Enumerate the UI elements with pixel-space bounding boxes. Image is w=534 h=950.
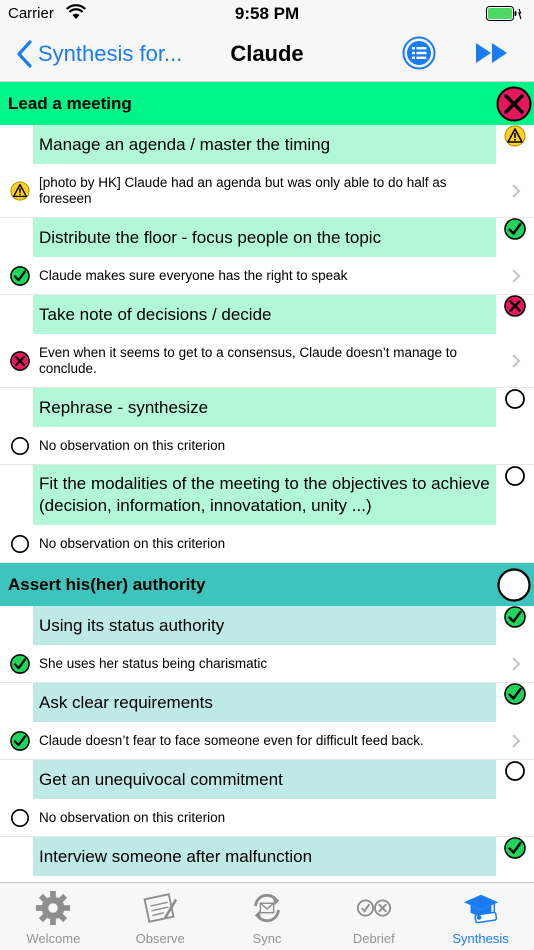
check-icon — [504, 606, 526, 628]
battery-icon — [486, 6, 522, 22]
sync-icon — [247, 889, 287, 927]
criterion-label: Get an unequivocal commitment — [39, 769, 283, 789]
criterion-label: Using its status authority — [39, 615, 225, 635]
list-circle-icon[interactable] — [402, 36, 436, 70]
observation-text: [photo by HK] Claude had an agenda but was only able to do half as foreseen — [39, 175, 447, 206]
tab-label: Welcome — [26, 931, 81, 946]
observation-row[interactable] — [0, 723, 534, 760]
tab-welcome[interactable] — [0, 883, 107, 950]
carrier-label: Carrier — [8, 5, 54, 22]
empty-circle-icon — [504, 760, 526, 782]
criterion-label: Rephrase - synthesize — [39, 397, 209, 417]
chevron-right-icon — [511, 353, 521, 369]
empty-circle-icon — [496, 567, 532, 603]
back-button[interactable] — [14, 38, 182, 70]
chevron-right-icon — [511, 656, 521, 672]
nav-bar — [0, 28, 534, 82]
gear-icon — [33, 889, 73, 927]
section-title: Assert his(her) authority — [8, 574, 206, 594]
chevron-right-icon — [511, 183, 521, 199]
criterion-row[interactable] — [0, 218, 534, 258]
check-icon — [504, 837, 526, 859]
back-button-label: Synthesis for... — [38, 41, 183, 66]
observation-row[interactable] — [0, 800, 534, 837]
check-icon — [504, 683, 526, 705]
fast-forward-icon[interactable] — [475, 40, 509, 66]
status-bar — [0, 0, 534, 28]
check-icon — [10, 731, 30, 751]
tab-synthesis[interactable] — [427, 883, 534, 950]
criterion-label: Fit the modalities of the meeting to the objectives to achieve (decision, information, innovatation, unity ...) — [39, 474, 490, 515]
tab-debrief[interactable] — [320, 883, 427, 950]
fail-icon — [10, 351, 30, 371]
empty-circle-icon — [504, 388, 526, 410]
section-header[interactable] — [0, 563, 534, 606]
tab-label: Sync — [252, 931, 282, 946]
clock: 9:58 PM — [234, 4, 300, 23]
criterion-row[interactable] — [0, 465, 534, 526]
chevron-right-icon — [511, 733, 521, 749]
warning-icon — [10, 181, 30, 201]
observation-text: No observation on this criterion — [39, 536, 226, 551]
tab-label: Debrief — [352, 931, 395, 946]
empty-circle-icon — [504, 465, 526, 487]
criterion-row[interactable] — [0, 760, 534, 800]
synthesis-list[interactable] — [0, 82, 534, 882]
criterion-label: Distribute the floor - focus people on the topic — [39, 227, 382, 247]
fail-icon — [496, 86, 532, 122]
check-icon — [10, 654, 30, 674]
empty-circle-icon — [10, 436, 30, 456]
notepad-icon — [140, 889, 180, 927]
tab-sync[interactable] — [214, 883, 321, 950]
page-title: Claude — [230, 41, 304, 66]
empty-circle-icon — [10, 808, 30, 828]
observation-row[interactable] — [0, 165, 534, 218]
check-icon — [504, 218, 526, 240]
criterion-row[interactable] — [0, 125, 534, 165]
criterion-row[interactable] — [0, 295, 534, 335]
chevron-left-icon — [14, 38, 36, 70]
criterion-label: Ask clear requirements — [39, 692, 213, 712]
observation-row[interactable] — [0, 526, 534, 563]
observation-text: Claude doesn’t fear to face someone even for difficult feed back. — [39, 733, 424, 748]
check-circles-icon — [352, 889, 396, 927]
observation-text: Claude makes sure everyone has the right to speak — [39, 268, 348, 283]
criterion-row[interactable] — [0, 606, 534, 646]
observation-row[interactable] — [0, 646, 534, 683]
criterion-label: Interview someone after malfunction — [39, 846, 313, 866]
tab-label: Synthesis — [452, 931, 509, 946]
observation-text: No observation on this criterion — [39, 810, 226, 825]
observation-row[interactable] — [0, 258, 534, 295]
tab-bar — [0, 882, 534, 950]
criterion-row[interactable] — [0, 388, 534, 428]
empty-circle-icon — [10, 534, 30, 554]
observation-row[interactable] — [0, 335, 534, 388]
criterion-row[interactable] — [0, 683, 534, 723]
criterion-label: Take note of decisions / decide — [39, 304, 272, 324]
observation-row[interactable] — [0, 428, 534, 465]
observation-text: No observation on this criterion — [39, 438, 226, 453]
criterion-row[interactable] — [0, 837, 534, 877]
warning-icon — [504, 125, 526, 147]
section-header[interactable] — [0, 82, 534, 125]
criterion-label: Manage an agenda / master the timing — [39, 134, 331, 154]
graduation-cap-icon — [459, 889, 503, 927]
observation-text: Even when it seems to get to a consensus, Claude doesn’t manage to conclude. — [39, 345, 458, 376]
tab-observe[interactable] — [107, 883, 214, 950]
chevron-right-icon — [511, 268, 521, 284]
section-title: Lead a meeting — [8, 93, 132, 113]
check-icon — [10, 266, 30, 286]
observation-text: She uses her status being charismatic — [39, 656, 268, 671]
fail-icon — [504, 295, 526, 317]
tab-label: Observe — [135, 931, 185, 946]
